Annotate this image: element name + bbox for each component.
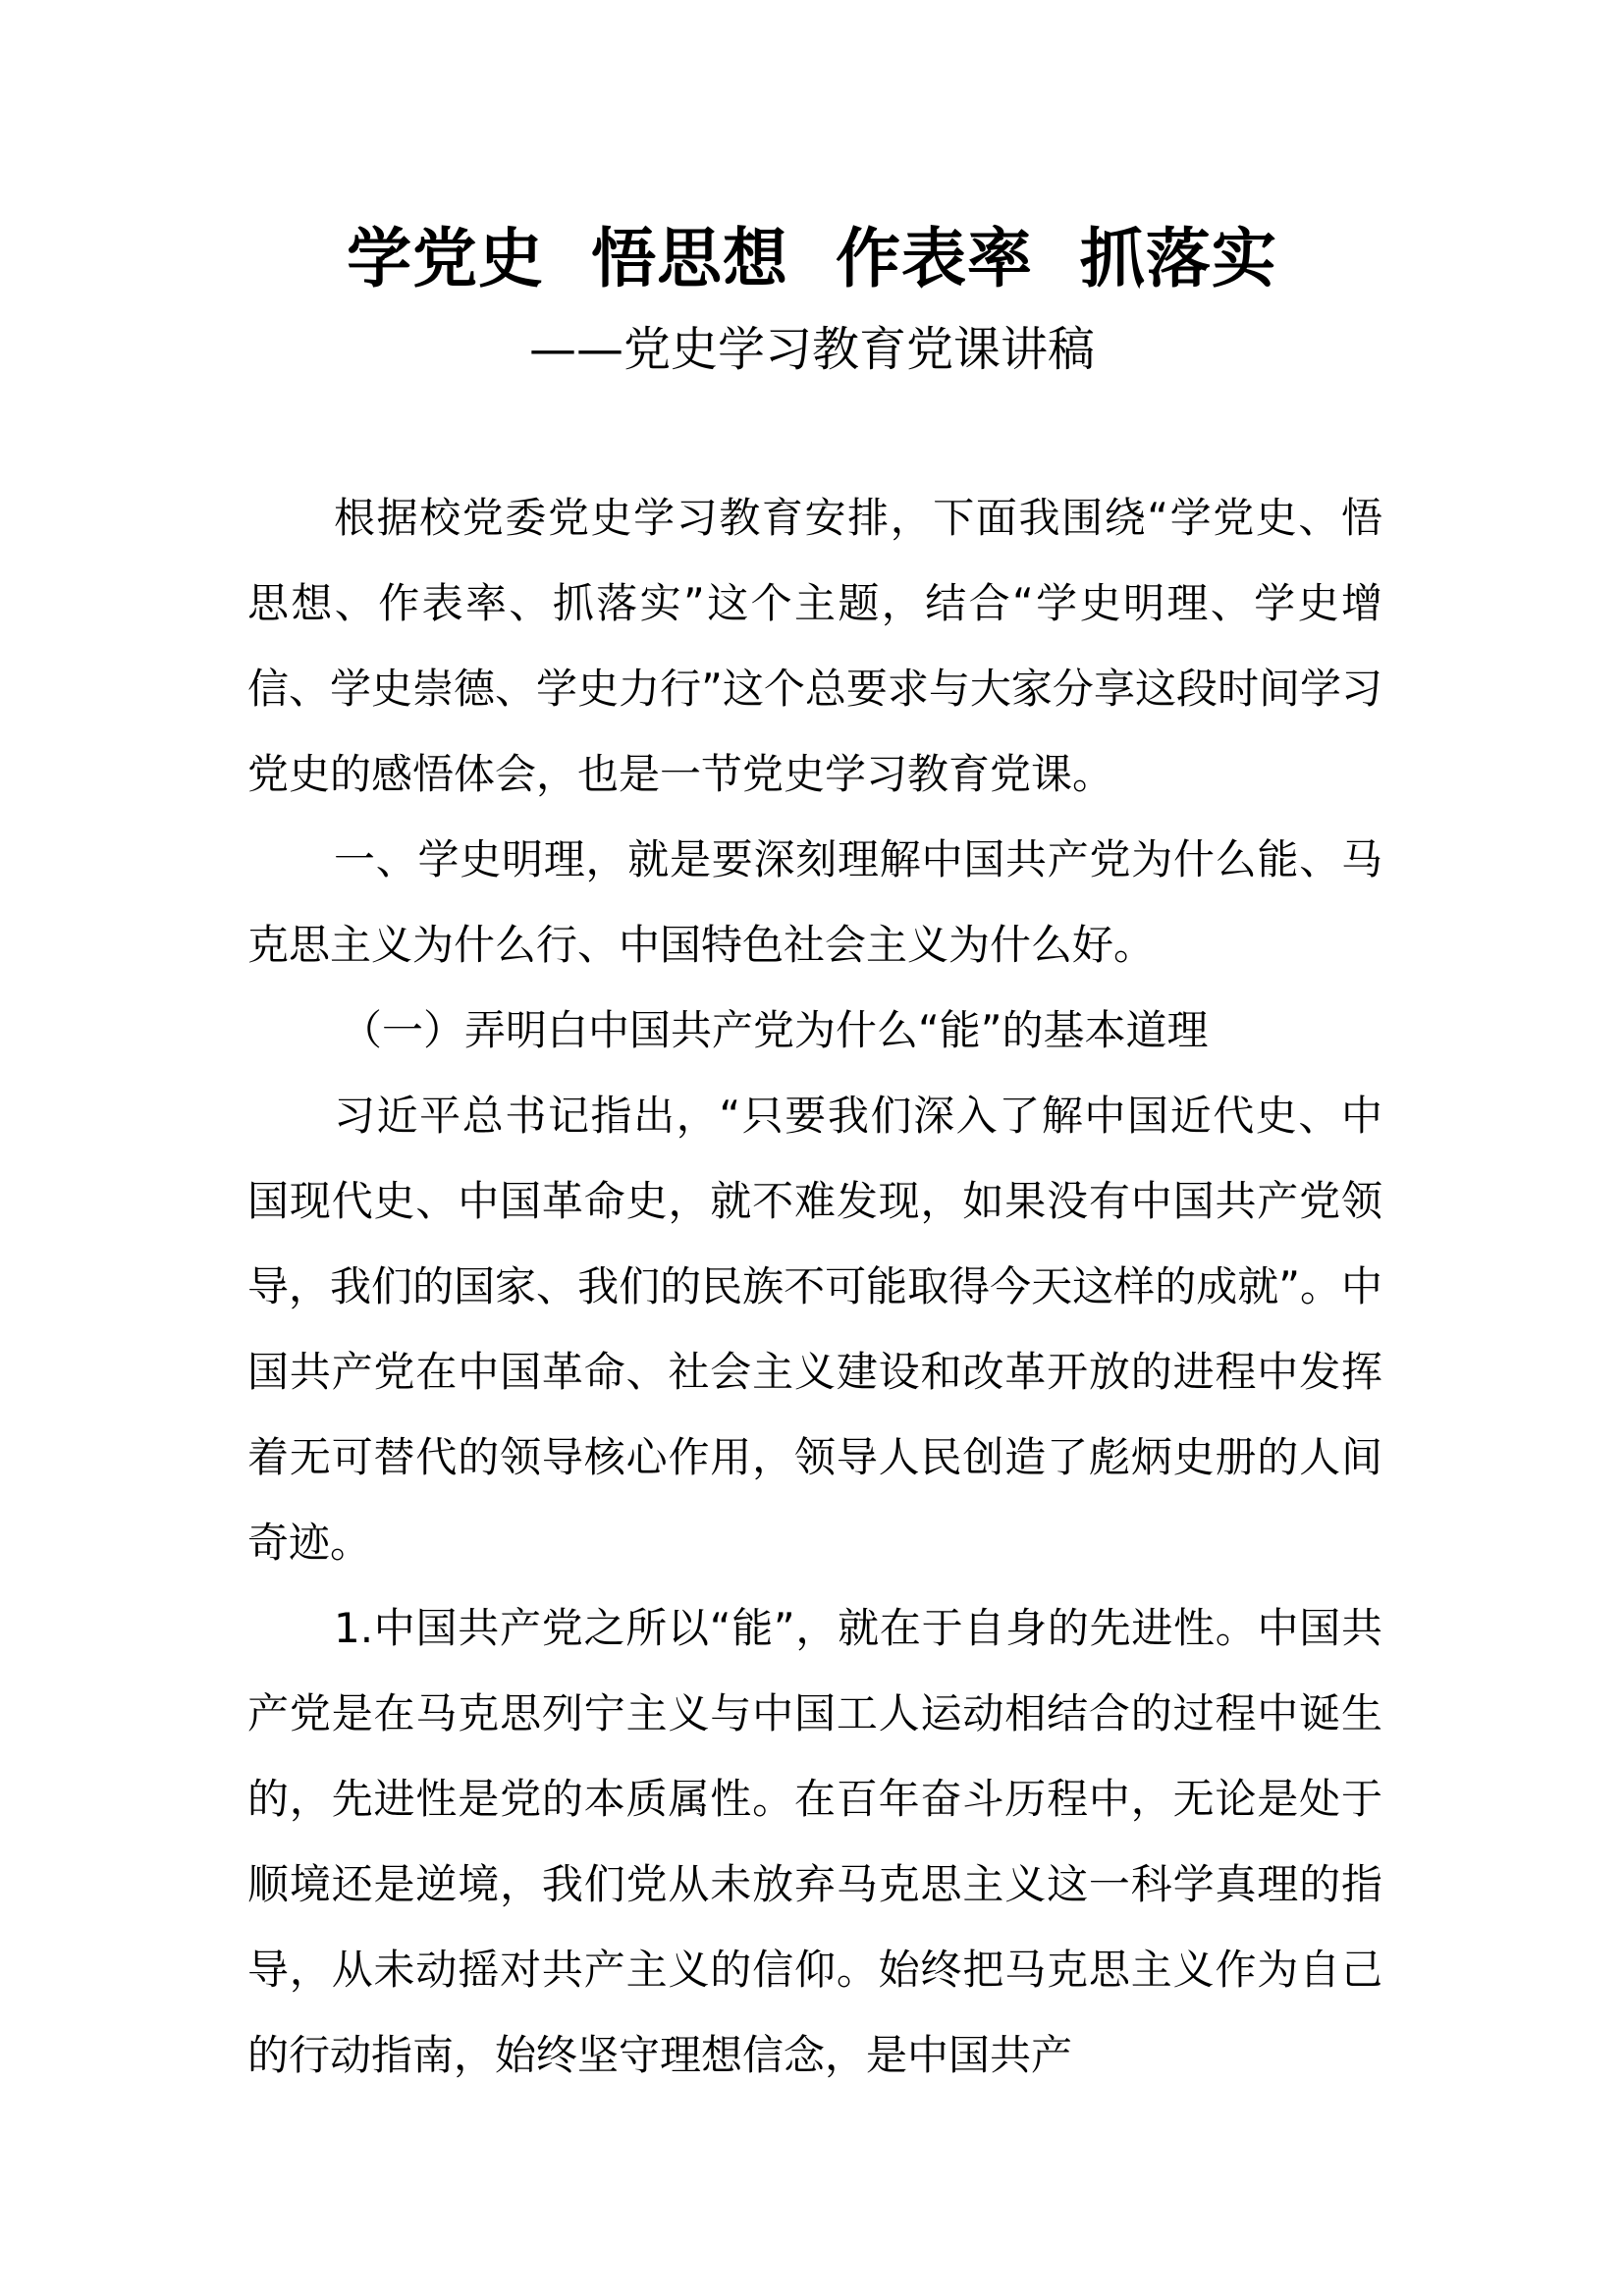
- document-title: 学党史 悟思想 作表率 抓落实: [347, 221, 1277, 296]
- document-subtitle: ——党史学习教育党课讲稿: [528, 322, 1095, 377]
- point-one-paragraph: 1.中国共产党之所以“能”，就在于自身的先进性。中国共产党是在马克思列宁主义与中国工人运动相结合的过程中诞生的，先进性是党的本质属性。在百年奋斗历程中，无论是处于顺境还是逆境，我们党从未放弃马克思主义这一科学真理的指导，从未动摇对共产主义的信仰。始终把马克思主义作为自己的行动指南，始终坚守理想信念，是中国共产: [247, 1604, 1382, 2079]
- section-one-heading-paragraph: 一、学史明理，就是要深刻理解中国共产党为什么能、马克思主义为什么行、中国特色社会主义为什么好。: [247, 835, 1382, 969]
- document-body: [247, 475, 1382, 2098]
- quote-paragraph: 习近平总书记指出，“只要我们深入了解中国近代史、中国现代史、中国革命史，就不难发现，如果没有中国共产党领导，我们的国家、我们的民族不可能取得今天这样的成就”。中国共产党在中国革命、社会主义建设和改革开放的进程中发挥着无可替代的领导核心作用，领导人民创造了彪炳史册的人间奇迹。: [247, 1092, 1382, 1567]
- subsection-heading: （一）弄明白中国共产党为什么“能”的基本道理: [341, 1006, 1209, 1054]
- intro-paragraph: 根据校党委党史学习教育安排，下面我围绕“学党史、悟思想、作表率、抓落实”这个主题，结合“学史明理、学史增信、学史崇德、学史力行”这个总要求与大家分享这段时间学习党史的感悟体会，也是一节党史学习教育党课。: [247, 494, 1382, 798]
